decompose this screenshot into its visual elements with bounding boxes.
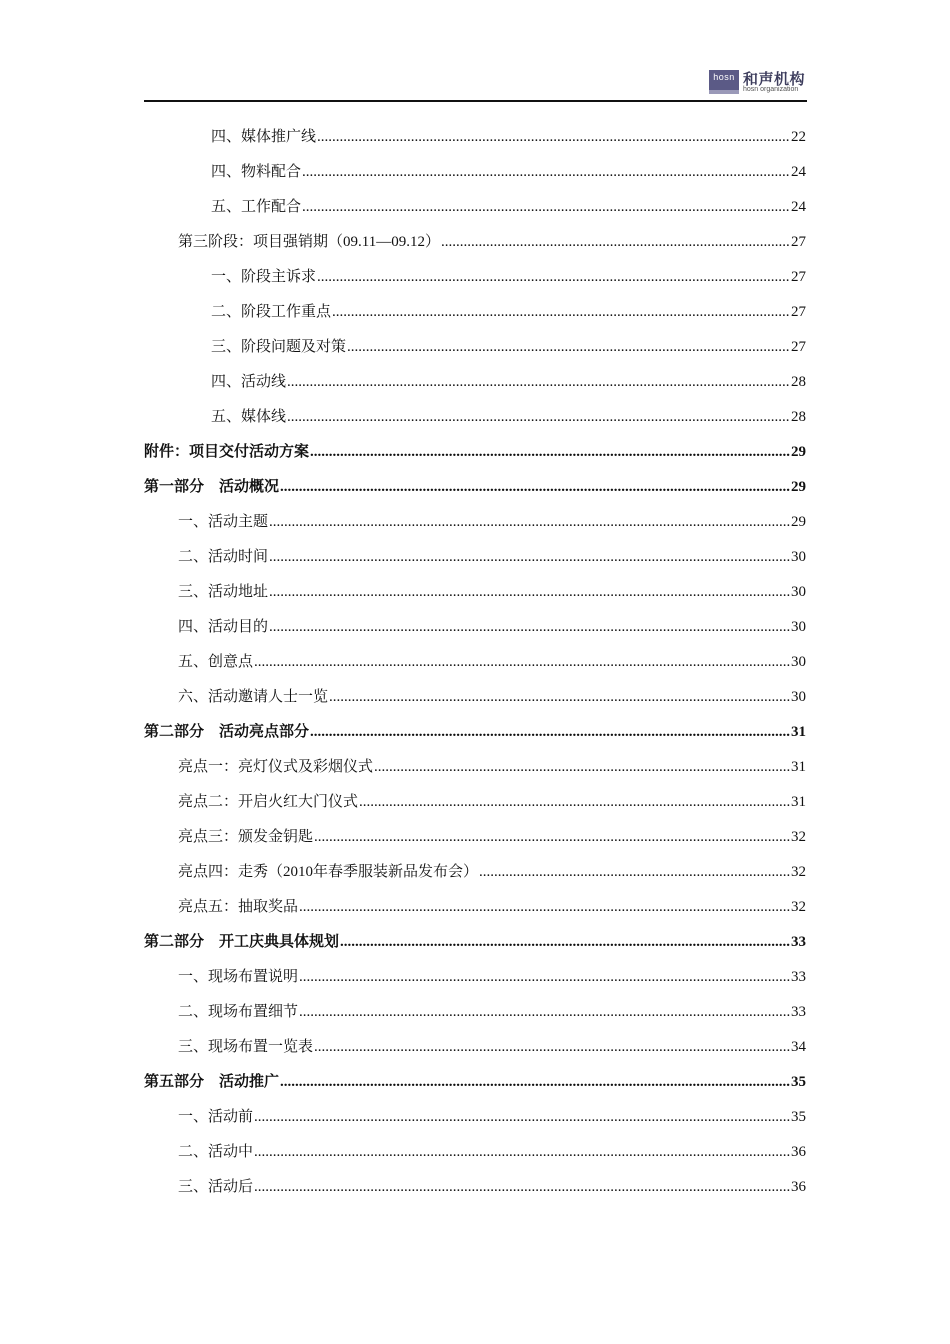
toc-entry[interactable] — [144, 161, 806, 196]
toc-dot-leader — [340, 931, 790, 953]
toc-entry[interactable] — [144, 301, 806, 336]
toc-dot-leader — [269, 581, 790, 603]
toc-entry-page: 27 — [791, 269, 806, 285]
toc-entry-page: 27 — [791, 304, 806, 320]
toc-dot-leader — [299, 896, 790, 918]
logo-subtitle: hosn organization — [743, 86, 799, 93]
toc-entry-title: 第二部分 活动亮点部分 — [144, 724, 310, 740]
toc-entry-page: 31 — [791, 724, 806, 740]
toc-dot-leader — [254, 1106, 790, 1128]
toc-entry[interactable] — [144, 371, 806, 406]
toc-dot-leader — [254, 651, 790, 673]
toc-entry-title: 亮点四：走秀（2010年春季服装新品发布会） — [178, 864, 479, 880]
toc-entry[interactable] — [144, 231, 806, 266]
toc-dot-leader — [332, 301, 790, 323]
toc-entry-title: 一、活动主题 — [178, 514, 269, 530]
toc-dot-leader — [314, 1036, 790, 1058]
toc-entry-title: 四、活动目的 — [178, 619, 269, 635]
toc-entry-page: 30 — [791, 584, 806, 600]
toc-dot-leader — [302, 196, 790, 218]
toc-entry-page: 30 — [791, 689, 806, 705]
toc-entry-title: 五、工作配合 — [211, 199, 302, 215]
toc-entry-page: 29 — [791, 514, 806, 530]
toc-entry-page: 36 — [791, 1144, 806, 1160]
toc-dot-leader — [254, 1141, 790, 1163]
toc-entry[interactable] — [144, 476, 806, 511]
toc-entry[interactable] — [144, 1036, 806, 1071]
toc-entry-title: 亮点五：抽取奖品 — [178, 899, 299, 915]
toc-dot-leader — [479, 861, 790, 883]
toc-entry[interactable] — [144, 546, 806, 581]
toc-entry-title: 二、阶段工作重点 — [211, 304, 332, 320]
logo-name: 和声机构 — [743, 70, 806, 88]
toc-dot-leader — [374, 756, 790, 778]
toc-entry-title: 亮点二：开启火红大门仪式 — [178, 794, 359, 810]
toc-entry-title: 六、活动邀请人士一览 — [178, 689, 329, 705]
toc-dot-leader — [302, 161, 790, 183]
toc-entry[interactable] — [144, 966, 806, 1001]
toc-entry[interactable] — [144, 406, 806, 441]
toc-entry-page: 32 — [791, 899, 806, 915]
toc-entry-title: 第五部分 活动推广 — [144, 1074, 280, 1090]
toc-entry-page: 36 — [791, 1179, 806, 1195]
toc-entry-page: 33 — [791, 969, 806, 985]
toc-dot-leader — [280, 1071, 790, 1093]
toc-entry-title: 二、现场布置细节 — [178, 1004, 299, 1020]
toc-entry[interactable] — [144, 721, 806, 756]
toc-entry[interactable] — [144, 896, 806, 931]
toc-entry-page: 31 — [791, 794, 806, 810]
toc-entry-page: 35 — [791, 1074, 806, 1090]
toc-entry[interactable] — [144, 126, 806, 161]
table-of-contents — [144, 126, 806, 1211]
toc-entry[interactable] — [144, 266, 806, 301]
toc-entry-title: 亮点三：颁发金钥匙 — [178, 829, 314, 845]
toc-entry-title: 亮点一：亮灯仪式及彩烟仪式 — [178, 759, 374, 775]
toc-dot-leader — [359, 791, 790, 813]
toc-entry-title: 第三阶段：项目强销期（09.11—09.12） — [178, 234, 440, 250]
toc-entry-page: 24 — [791, 199, 806, 215]
toc-entry-page: 32 — [791, 829, 806, 845]
toc-entry-page: 30 — [791, 619, 806, 635]
logo-mark-bar — [709, 90, 739, 94]
toc-entry-page: 30 — [791, 654, 806, 670]
toc-entry-title: 四、活动线 — [211, 374, 287, 390]
toc-dot-leader — [254, 1176, 790, 1198]
toc-entry[interactable] — [144, 336, 806, 371]
toc-entry[interactable] — [144, 196, 806, 231]
toc-dot-leader — [269, 616, 790, 638]
toc-entry-page: 29 — [791, 479, 806, 495]
toc-entry-page: 34 — [791, 1039, 806, 1055]
toc-entry-title: 三、现场布置一览表 — [178, 1039, 314, 1055]
toc-entry-title: 附件：项目交付活动方案 — [144, 444, 310, 460]
toc-entry-title: 三、活动后 — [178, 1179, 254, 1195]
toc-dot-leader — [347, 336, 790, 358]
toc-entry-title: 五、媒体线 — [211, 409, 287, 425]
toc-entry-page: 24 — [791, 164, 806, 180]
toc-dot-leader — [310, 721, 790, 743]
toc-entry[interactable] — [144, 1001, 806, 1036]
toc-entry-title: 四、物料配合 — [211, 164, 302, 180]
toc-entry-title: 第一部分 活动概况 — [144, 479, 280, 495]
toc-entry-page: 33 — [791, 934, 806, 950]
toc-dot-leader — [299, 1001, 790, 1023]
toc-entry-page: 33 — [791, 1004, 806, 1020]
toc-entry[interactable] — [144, 756, 806, 791]
toc-entry[interactable] — [144, 1071, 806, 1106]
toc-entry-page: 31 — [791, 759, 806, 775]
toc-entry[interactable] — [144, 1106, 806, 1141]
toc-dot-leader — [287, 406, 790, 428]
toc-dot-leader — [287, 371, 790, 393]
toc-entry-page: 28 — [791, 409, 806, 425]
toc-entry-title: 一、阶段主诉求 — [211, 269, 317, 285]
header-rule — [144, 100, 807, 102]
toc-entry-page: 28 — [791, 374, 806, 390]
toc-entry-page: 35 — [791, 1109, 806, 1125]
toc-entry[interactable] — [144, 616, 806, 651]
toc-entry-title: 一、现场布置说明 — [178, 969, 299, 985]
toc-entry-page: 30 — [791, 549, 806, 565]
toc-dot-leader — [310, 441, 790, 463]
toc-dot-leader — [299, 966, 790, 988]
toc-entry-title: 二、活动时间 — [178, 549, 269, 565]
toc-entry[interactable] — [144, 1141, 806, 1176]
toc-entry-page: 27 — [791, 339, 806, 355]
toc-entry-page: 29 — [791, 444, 806, 460]
toc-entry[interactable] — [144, 826, 806, 861]
toc-dot-leader — [317, 266, 790, 288]
toc-entry[interactable] — [144, 581, 806, 616]
toc-dot-leader — [269, 511, 790, 533]
toc-entry[interactable] — [144, 511, 806, 546]
toc-entry-page: 22 — [791, 129, 806, 145]
logo-mark: hosn — [709, 70, 739, 92]
toc-entry-title: 三、活动地址 — [178, 584, 269, 600]
toc-entry-title: 三、阶段问题及对策 — [211, 339, 347, 355]
toc-entry-title: 第二部分 开工庆典具体规划 — [144, 934, 340, 950]
toc-dot-leader — [329, 686, 790, 708]
toc-dot-leader — [317, 126, 790, 148]
toc-dot-leader — [280, 476, 790, 498]
toc-entry-page: 32 — [791, 864, 806, 880]
toc-dot-leader — [314, 826, 790, 848]
toc-entry-title: 五、创意点 — [178, 654, 254, 670]
toc-dot-leader — [441, 231, 790, 253]
toc-entry-title: 一、活动前 — [178, 1109, 254, 1125]
toc-dot-leader — [269, 546, 790, 568]
toc-entry[interactable] — [144, 931, 806, 966]
toc-entry[interactable] — [144, 651, 806, 686]
toc-entry[interactable] — [144, 791, 806, 826]
toc-entry[interactable] — [144, 861, 806, 896]
header-logo — [709, 68, 809, 98]
toc-entry-title: 四、媒体推广线 — [211, 129, 317, 145]
toc-entry-title: 二、活动中 — [178, 1144, 254, 1160]
toc-entry-page: 27 — [791, 234, 806, 250]
toc-entry[interactable] — [144, 686, 806, 721]
toc-entry[interactable] — [144, 1176, 806, 1211]
toc-entry[interactable] — [144, 441, 806, 476]
